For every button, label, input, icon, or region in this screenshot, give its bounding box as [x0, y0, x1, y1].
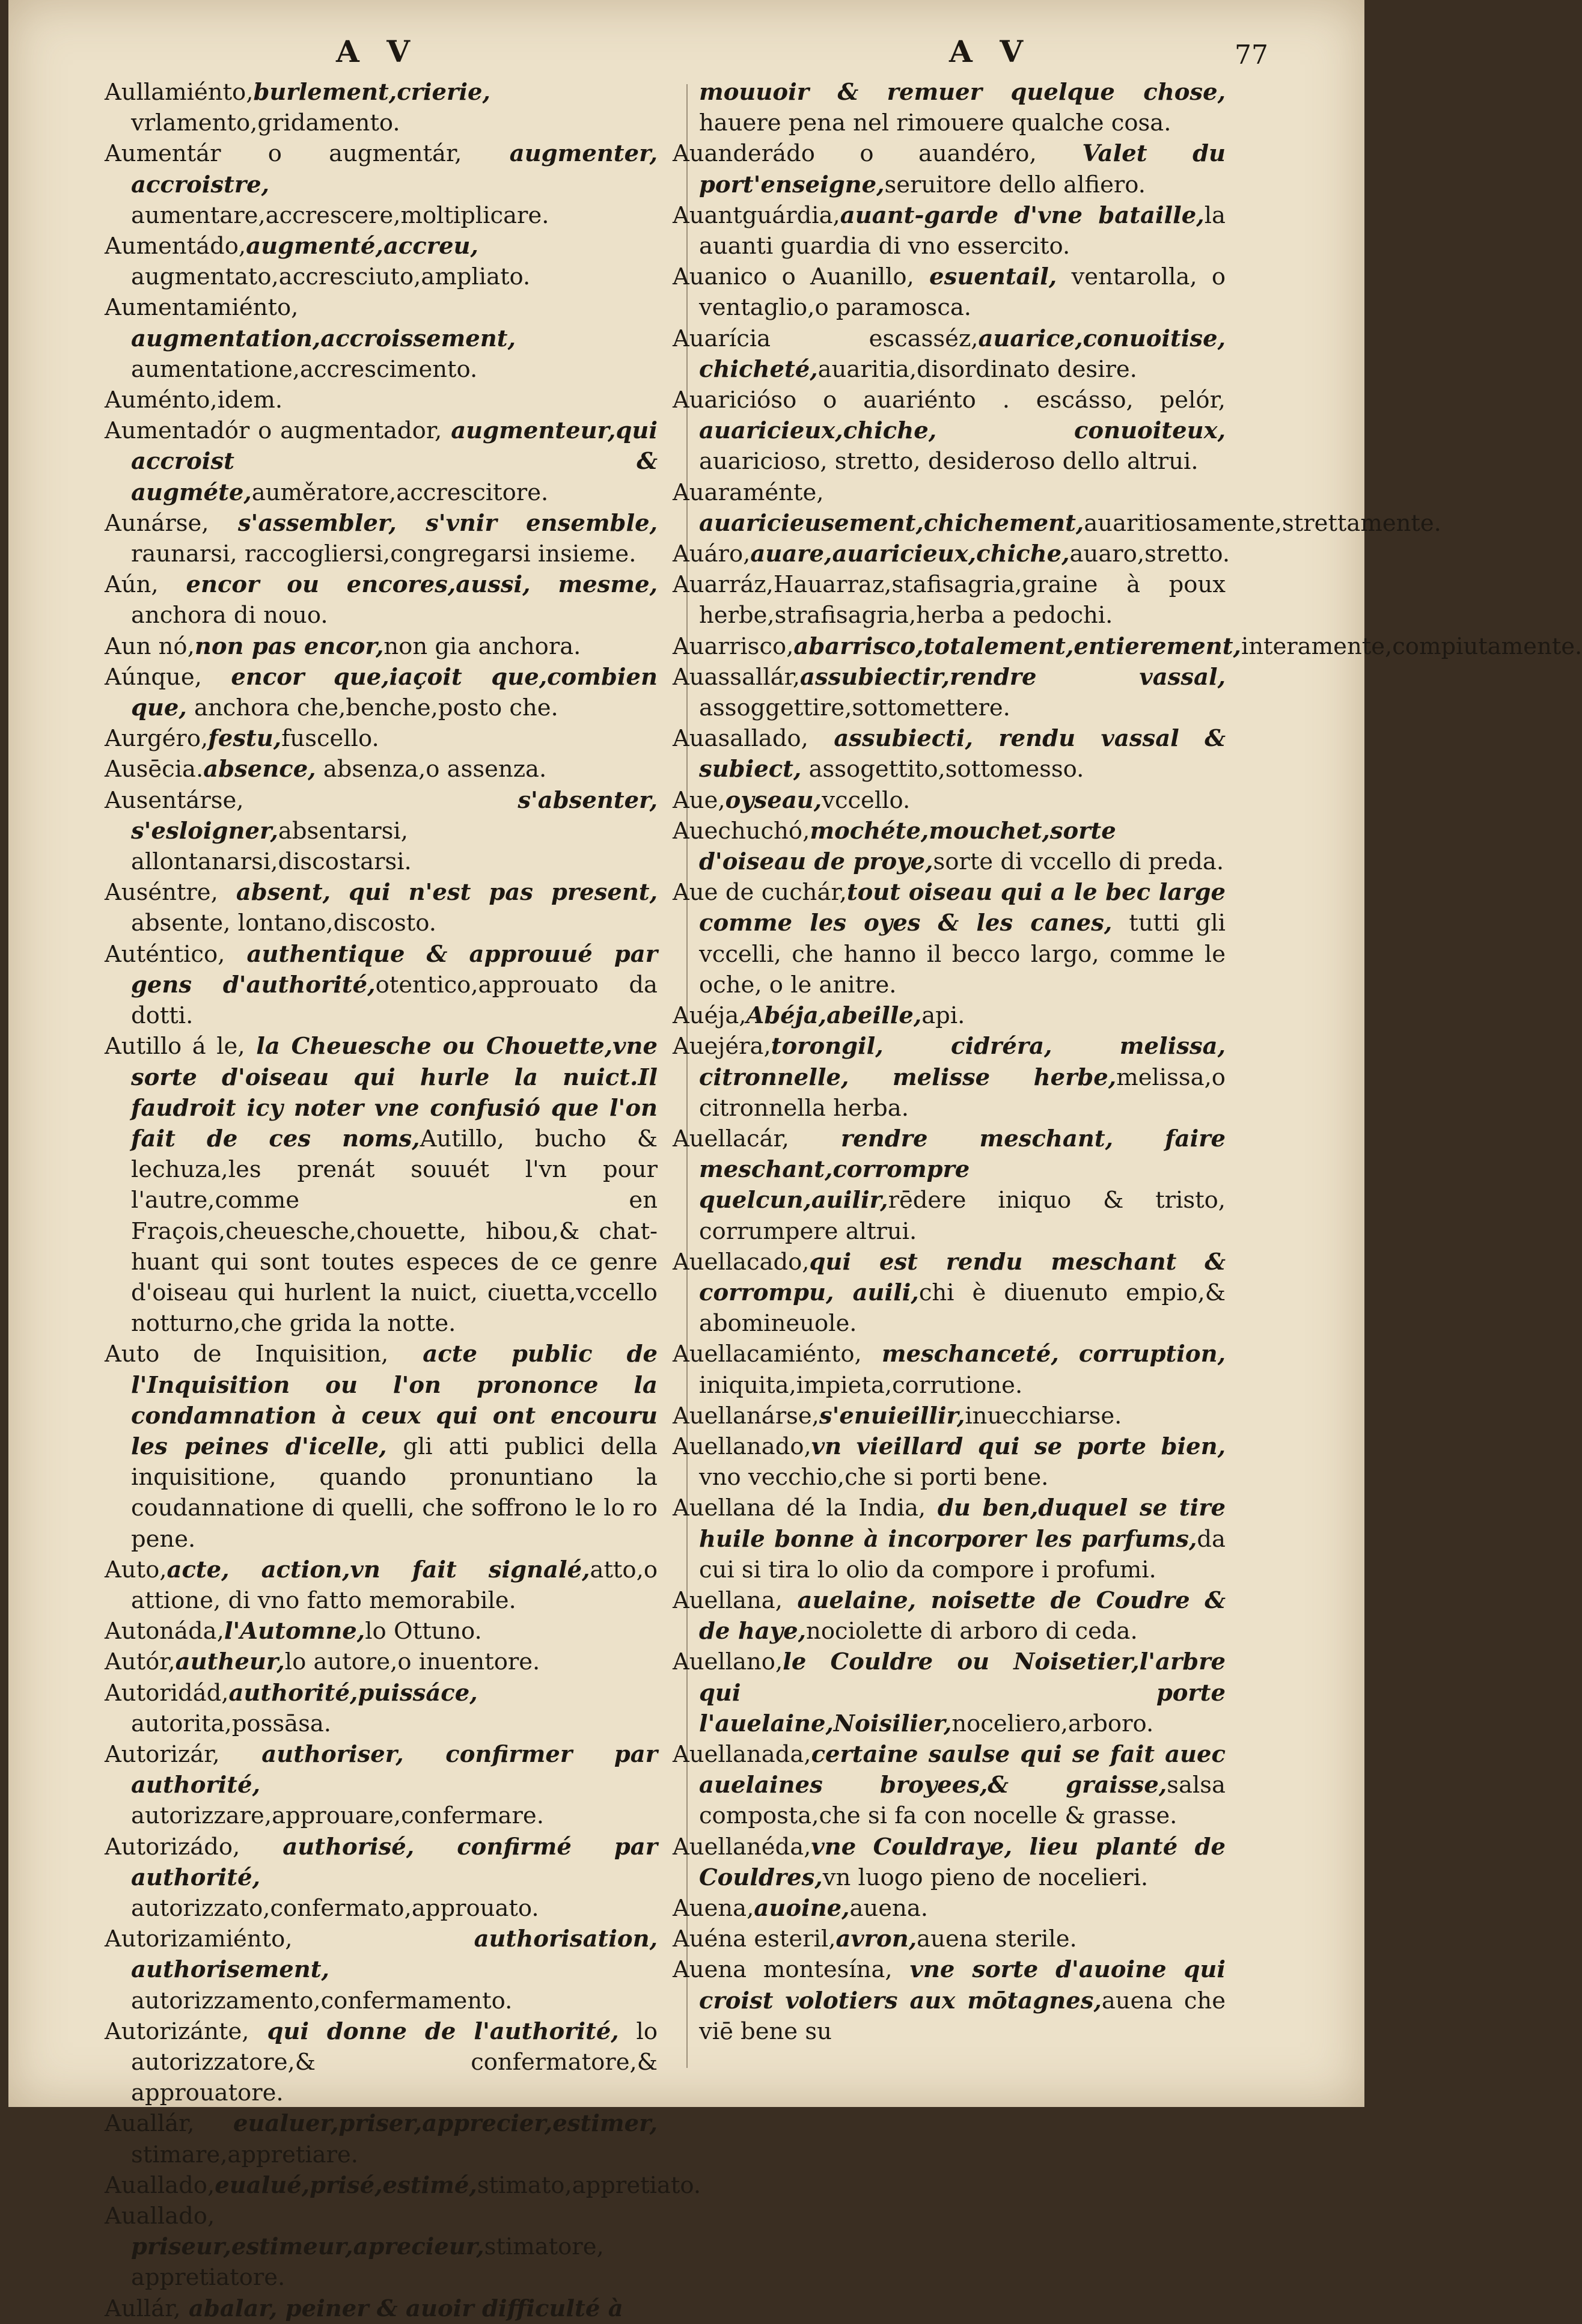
italian-gloss: auměratore,accrescitore.	[251, 479, 549, 506]
french-gloss: authoriser, confirmer par authorité,	[131, 1740, 658, 1799]
french-gloss: auant-garde d'vne bataille,	[840, 201, 1205, 229]
running-head-right: A V	[949, 34, 1031, 69]
dictionary-entry	[673, 1739, 1226, 1832]
headword: Auellacamiénto,	[673, 1341, 862, 1368]
italian-gloss: otentico,approuato da dotti.	[131, 971, 658, 1030]
italian-gloss: auena sterile.	[917, 1925, 1077, 1953]
dictionary-entry	[673, 200, 1226, 261]
french-gloss: la Cheuesche ou Chouette,vne sorte d'oiseau qui hurle la nuict.Il faudroit icy noter vne confusió que l'on fait de ces noms,	[131, 1033, 658, 1152]
dictionary-entry	[673, 877, 1226, 1000]
dictionary-entry	[105, 1924, 658, 2016]
italian-gloss: ventarolla, o ventaglio,o paramosca.	[699, 263, 1226, 322]
french-gloss: le Couldre ou Noisetier,l'arbre qui porte l'auelaine,Noisilier,	[699, 1648, 1226, 1737]
headword: Auallado,	[105, 2171, 215, 2199]
dictionary-entry	[105, 1339, 658, 1554]
dictionary-entry	[673, 662, 1226, 723]
french-gloss: meschanceté, corruption,	[861, 1341, 1226, 1368]
headword: Aumentamiénto,	[105, 294, 299, 322]
dictionary-entry	[673, 1401, 1226, 1431]
dictionary-entry	[105, 754, 658, 784]
italian-gloss: vno vecchio,che si porti bene.	[699, 1464, 1049, 1491]
headword: Aún,	[105, 571, 159, 599]
french-gloss: assubiecti, rendu vassal & subiect,	[699, 725, 1226, 783]
italian-gloss: auaritia,disordinato desire.	[817, 355, 1137, 383]
french-gloss: encor que,iaçoit que,combien que,	[131, 663, 658, 722]
italian-gloss: autorizzamento,confermamento.	[131, 1987, 513, 2014]
dictionary-entry	[105, 1616, 658, 1647]
headword: Auallado,	[105, 2203, 215, 2230]
french-gloss: vn vieillard qui se porte bien,	[811, 1433, 1226, 1460]
dictionary-entry	[105, 385, 658, 415]
french-gloss: auaricieusement,chichement,	[699, 509, 1084, 537]
headword: Auejéra,	[673, 1033, 771, 1060]
dictionary-entry	[673, 539, 1230, 569]
italian-gloss: idem.	[217, 387, 283, 414]
french-gloss: rendre meschant, faire meschant,corrompre quelcun,auilir,	[699, 1125, 1226, 1214]
french-gloss: auoine,	[754, 1894, 850, 1922]
headword: Aúnque,	[105, 663, 202, 691]
dictionary-entry	[673, 1893, 1226, 1924]
french-gloss: mochéte,mouchet,sorte d'oiseau de proye,	[699, 817, 1116, 876]
headword: Auaraménte,	[673, 479, 824, 506]
headword: Autoridád,	[105, 1679, 229, 1707]
dictionary-entry	[105, 77, 658, 138]
french-gloss: auelaine, noisette de Coudre & de haye,	[699, 1586, 1226, 1645]
french-gloss: oyseau,	[725, 786, 822, 814]
dictionary-entry	[105, 1031, 658, 1339]
italian-gloss: augmentato,accresciuto,ampliato.	[131, 263, 531, 291]
dictionary-entry	[105, 2016, 658, 2109]
headword: Auellanado,	[673, 1433, 811, 1460]
italian-gloss: absente, lontano,discosto.	[131, 910, 437, 937]
headword: Auto,	[105, 1556, 167, 1583]
headword: Autonáda,	[105, 1618, 224, 1645]
italian-gloss: auaro,stretto.	[1069, 540, 1230, 568]
italian-gloss: nociolette di arboro di ceda.	[806, 1618, 1138, 1645]
french-gloss: torongil, cidréra, melissa, citronnelle, melisse herbe,	[699, 1033, 1226, 1091]
italian-gloss: interamente,compiutamente.	[1241, 632, 1582, 660]
italian-gloss: absentarsi, allontanarsi,discostarsi.	[131, 817, 412, 876]
french-gloss: assubiectir,rendre vassal,	[800, 663, 1226, 691]
dictionary-entry	[673, 385, 1226, 477]
french-gloss: avron,	[835, 1925, 917, 1953]
french-gloss: s'absenter, s'esloigner,	[131, 786, 658, 845]
dictionary-entry	[105, 1647, 658, 1677]
dictionary-entry	[673, 1431, 1226, 1493]
italian-gloss: melissa,o citronnella herba.	[699, 1063, 1226, 1122]
headword: Aunárse,	[105, 509, 209, 537]
headword: Auaricióso o auariénto . escásso, pelór,	[673, 387, 1226, 414]
french-gloss: acte public de l'Inquisition ou l'on prononce la condamnation à ceux qui ont encouru les peines d'icelle,	[131, 1341, 658, 1460]
dictionary-entry	[105, 292, 658, 385]
dictionary-entry	[105, 939, 658, 1032]
dictionary-entry	[673, 1031, 1226, 1124]
italian-gloss: autorizzare,approuare,confermare.	[131, 1802, 544, 1830]
dictionary-entry	[673, 1247, 1226, 1339]
dictionary-entry	[673, 1954, 1226, 2047]
headword: Auena,	[673, 1894, 754, 1922]
french-gloss: s'enuieillir,	[819, 1402, 965, 1430]
french-gloss: mouuoir & remuer quelque chose,	[699, 79, 1226, 106]
dictionary-entry	[673, 77, 1226, 138]
french-gloss: qui est rendu meschant & corrompu, auili,	[699, 1248, 1226, 1306]
italian-gloss: api.	[921, 1002, 965, 1030]
dictionary-entry	[673, 1493, 1226, 1585]
french-gloss: authorisation, authorisement,	[131, 1925, 658, 1984]
italian-gloss: stimato,appretiato.	[477, 2171, 701, 2199]
headword: Autorizánte,	[105, 2017, 249, 2045]
headword: Auellanada,	[673, 1740, 811, 1768]
headword: Auséntre,	[105, 879, 218, 907]
italian-gloss: Hauarraz,stafisagria,graine à poux herbe,strafisagria,herba a pedochi.	[699, 571, 1226, 629]
italian-gloss: auaricioso, stretto, desideroso dello altrui.	[699, 448, 1199, 476]
french-gloss: festu,	[208, 725, 282, 753]
italian-gloss: auena che viē bene su	[699, 1987, 1226, 2045]
dictionary-entry	[673, 1924, 1226, 1954]
headword: Aumentadór o augmentador,	[105, 417, 442, 445]
headword: Ausēcia.	[105, 756, 204, 783]
italian-gloss: autorita,possāsa.	[131, 1710, 332, 1737]
headword: Aullamiénto,	[105, 79, 254, 106]
italian-gloss: Autillo, bucho & lechuza,les prenát souuét l'vn pour l'autre,comme en Fraçois,cheuesche,chouette, hibou,& chat-huant qui sont toutes especes de ce genre d'oiseau qui hurlent la nuict, ciuetta,vccello notturno,che grida la notte.	[131, 1125, 658, 1338]
headword: Auallár,	[105, 2110, 195, 2138]
french-gloss: auarice,conuoitise, chicheté,	[699, 325, 1226, 383]
french-gloss: eualué,prisé,estimé,	[215, 2171, 477, 2199]
french-gloss: absent, qui n'est pas present,	[218, 879, 658, 907]
italian-gloss: anchora di nouo.	[131, 602, 328, 629]
italian-gloss: chi è diuenuto empio,& abomineuole.	[699, 1279, 1226, 1338]
italian-gloss: rēdere iniquo & tristo, corrumpere altrui.	[699, 1187, 1226, 1245]
italian-gloss: raunarsi, raccogliersi,congregarsi insieme.	[131, 540, 637, 568]
dictionary-entry	[673, 1832, 1226, 1893]
italian-gloss: atto,o attione, di vno fatto memorabile.	[131, 1556, 658, 1614]
french-gloss: vne Couldraye, lieu planté de Couldres,	[699, 1833, 1226, 1891]
italian-gloss: assoggettire,sottomettere.	[699, 694, 1010, 722]
french-gloss: encor ou encores,aussi, mesme,	[158, 571, 658, 599]
italian-gloss: auena.	[849, 1894, 929, 1922]
headword: Auarícia escasséz,	[673, 325, 979, 352]
dictionary-entry	[673, 816, 1226, 877]
headword: Autór,	[105, 1648, 176, 1676]
headword: Aun nó,	[105, 632, 195, 660]
dictionary-entry	[105, 508, 658, 569]
headword: Auto de Inquisition,	[105, 1341, 389, 1368]
dictionary-entry	[673, 723, 1226, 784]
dictionary-entry	[673, 1647, 1226, 1739]
headword: Autorizamiénto,	[105, 1925, 293, 1953]
french-gloss: abarrisco,totalement,entierement,	[793, 632, 1241, 660]
headword: Ausentárse,	[105, 786, 244, 814]
french-gloss: priseur,estimeur,aprecieur,	[131, 2233, 484, 2261]
dictionary-entry	[105, 1678, 658, 1739]
dictionary-entry	[673, 323, 1226, 385]
french-gloss: acte, action,vn fait signalé,	[166, 1556, 590, 1583]
dictionary-entry	[105, 877, 658, 938]
italian-gloss: sorte di vccello di preda.	[933, 848, 1224, 876]
french-gloss: augmenter, accroistre,	[131, 140, 658, 198]
french-gloss: du ben,duquel se tire huile bonne à incorporer les parfums,	[699, 1494, 1226, 1553]
french-gloss: authorisé, confirmé par authorité,	[131, 1833, 658, 1891]
headword: Auellana,	[673, 1586, 783, 1614]
dictionary-entry	[105, 2293, 658, 2324]
headword: Autillo á le,	[105, 1033, 245, 1060]
headword: Auténtico,	[105, 940, 225, 968]
headword: Auellacár,	[673, 1125, 789, 1152]
french-gloss: non pas encor,	[194, 632, 384, 660]
book-page	[8, 0, 1582, 2322]
french-gloss: l'Automne,	[224, 1618, 365, 1645]
italian-gloss: fuscello.	[281, 725, 379, 753]
italian-gloss: vn luogo pieno de nocelieri.	[822, 1864, 1149, 1891]
french-gloss: qui donne de l'authorité,	[249, 2017, 619, 2045]
italian-gloss: auaritiosamente,strettamente.	[1084, 509, 1441, 537]
italian-gloss: aumentare,accrescere,moltiplicare.	[131, 201, 549, 229]
headword: Auena montesína,	[673, 1956, 893, 1984]
italian-gloss: tutti gli vccelli, che hanno il becco largo, comme le oche, o le anitre.	[699, 910, 1226, 998]
dictionary-entry	[105, 1555, 658, 1616]
page-number: 77	[1235, 40, 1268, 70]
headword: Aurgéro,	[105, 725, 209, 753]
headword: Auantguárdia,	[673, 201, 840, 229]
headword: Auanico o Auanillo,	[673, 263, 914, 291]
headword: Auassallár,	[673, 663, 801, 691]
headword: Auellacado,	[673, 1248, 810, 1276]
dictionary-entry	[105, 415, 658, 508]
headword: Auarráz,	[673, 571, 774, 599]
dictionary-entry	[105, 662, 658, 723]
headword: Auellana dé la India,	[673, 1494, 926, 1522]
french-gloss: vne sorte d'auoine qui croist volotiers aux mōtagnes,	[699, 1956, 1226, 2014]
italian-gloss: assogettito,sottomesso.	[801, 756, 1084, 783]
italian-gloss: iniquita,impieta,corrutione.	[699, 1371, 1023, 1399]
headword: Aullár,	[105, 2295, 181, 2322]
french-gloss: auaricieux,chiche, conuoiteux,	[699, 417, 1226, 445]
dictionary-entry	[673, 1339, 1226, 1400]
headword: Auanderádo o auandéro,	[673, 140, 1037, 168]
headword: Auellanárse,	[673, 1402, 819, 1430]
french-gloss: absence,	[203, 756, 316, 783]
headword: Auellanéda,	[673, 1833, 811, 1861]
headword: Aumentár o augmentár,	[105, 140, 462, 168]
dictionary-entry	[105, 2201, 658, 2293]
dictionary-entry	[105, 2108, 658, 2170]
french-gloss: auare,auaricieux,chiche,	[750, 540, 1070, 568]
dictionary-entry	[673, 138, 1226, 200]
dictionary-entry	[673, 569, 1226, 631]
running-head-left: A V	[336, 34, 418, 69]
italian-gloss: vrlamento,gridamento.	[131, 109, 400, 137]
headword: Aue,	[673, 786, 725, 814]
french-gloss: s'assembler, s'vnir ensemble,	[209, 509, 658, 537]
dictionary-entry	[105, 631, 658, 662]
italian-gloss: lo Ottuno.	[365, 1618, 482, 1645]
french-gloss: esuentail,	[914, 263, 1057, 291]
french-gloss: abalar, peiner & auoir difficulté à	[180, 2295, 623, 2322]
french-gloss: certaine saulse qui se fait auec auelaines broyees,& graisse,	[699, 1740, 1226, 1799]
italian-gloss: da cui si tira lo olio da compore i profumi.	[699, 1525, 1226, 1583]
french-gloss: burlement,crierie,	[253, 79, 490, 106]
italian-gloss: autorizzato,confermato,approuato.	[131, 1894, 539, 1922]
headword: Auechuchó,	[673, 817, 810, 845]
dictionary-entry	[673, 1124, 1226, 1247]
italian-gloss: gli atti publici della inquisitione, quando pronuntiano la coudannatione di quelli, che soffrono le lo ro pene.	[131, 1433, 658, 1553]
right-column	[673, 77, 1582, 2047]
headword: Aue de cuchár,	[673, 879, 847, 907]
french-gloss: augmenteur,qui accroist & augméte,	[131, 417, 658, 506]
headword: Auéja,	[673, 1002, 747, 1030]
italian-gloss: la auanti guardia di vno essercito.	[699, 201, 1226, 260]
french-gloss: Abéja,abeille,	[746, 1002, 922, 1030]
dictionary-entry	[673, 631, 1582, 662]
dictionary-entry	[105, 1832, 658, 1924]
dictionary-entry	[673, 1000, 1226, 1031]
french-gloss: authorité,puissáce,	[228, 1679, 478, 1707]
headword: Autorizádo,	[105, 1833, 240, 1861]
italian-gloss: lo autorizzatore,& confermatore,& approuatore.	[131, 2017, 658, 2107]
italian-gloss: salsa composta,che si fa con nocelle & grasse.	[699, 1772, 1226, 1830]
dictionary-entry	[105, 785, 658, 878]
headword: Auéna esteril,	[673, 1925, 836, 1953]
dictionary-entry	[673, 1585, 1226, 1647]
headword: Auarrisco,	[673, 632, 794, 660]
headword: Aumentádo,	[105, 233, 246, 260]
italian-gloss: absenza,o assenza.	[316, 756, 547, 783]
headword: Autorizár,	[105, 1740, 220, 1768]
french-gloss: autheur,	[175, 1648, 285, 1676]
italian-gloss: aumentatione,accrescimento.	[131, 355, 478, 383]
dictionary-entry	[105, 1739, 658, 1832]
dictionary-entry	[673, 261, 1226, 323]
dictionary-entry	[105, 723, 658, 754]
french-gloss: augmenté,accreu,	[246, 233, 478, 260]
headword: Auménto,	[105, 387, 218, 414]
italian-gloss: stimare,appretiare.	[131, 2141, 359, 2168]
headword: Auasallado,	[673, 725, 808, 753]
italian-gloss: vccello.	[822, 786, 911, 814]
headword: Auellano,	[673, 1648, 783, 1676]
french-gloss: augmentation,accroissement,	[131, 325, 516, 352]
headword: Auáro,	[673, 540, 751, 568]
italian-gloss: inuecchiarse.	[965, 1402, 1122, 1430]
dictionary-entry	[105, 2170, 701, 2201]
dictionary-entry	[105, 138, 658, 231]
italian-gloss: anchora che,benche,posto che.	[186, 694, 558, 722]
dictionary-entry	[105, 231, 658, 292]
italian-gloss: seruitore dello alfiero.	[884, 171, 1146, 198]
dictionary-entry	[673, 477, 1441, 539]
french-gloss: eualuer,priser,apprecier,estimer,	[194, 2110, 658, 2138]
dictionary-entry	[673, 785, 1226, 816]
french-gloss: Valet du port'enseigne,	[699, 140, 1226, 198]
italian-gloss: non gia anchora.	[383, 632, 581, 660]
italian-gloss: lo autore,o inuentore.	[284, 1648, 540, 1676]
french-gloss: authentique & approuué par gens d'authorité,	[131, 940, 658, 998]
italian-gloss: stimatore, appretiatore.	[131, 2233, 604, 2292]
italian-gloss: hauere pena nel rimouere qualche cosa.	[699, 109, 1171, 137]
french-gloss: tout oiseau qui a le bec large comme les oyes & les canes,	[699, 879, 1226, 937]
italian-gloss: noceliero,arboro.	[951, 1710, 1154, 1737]
dictionary-entry	[105, 569, 658, 631]
